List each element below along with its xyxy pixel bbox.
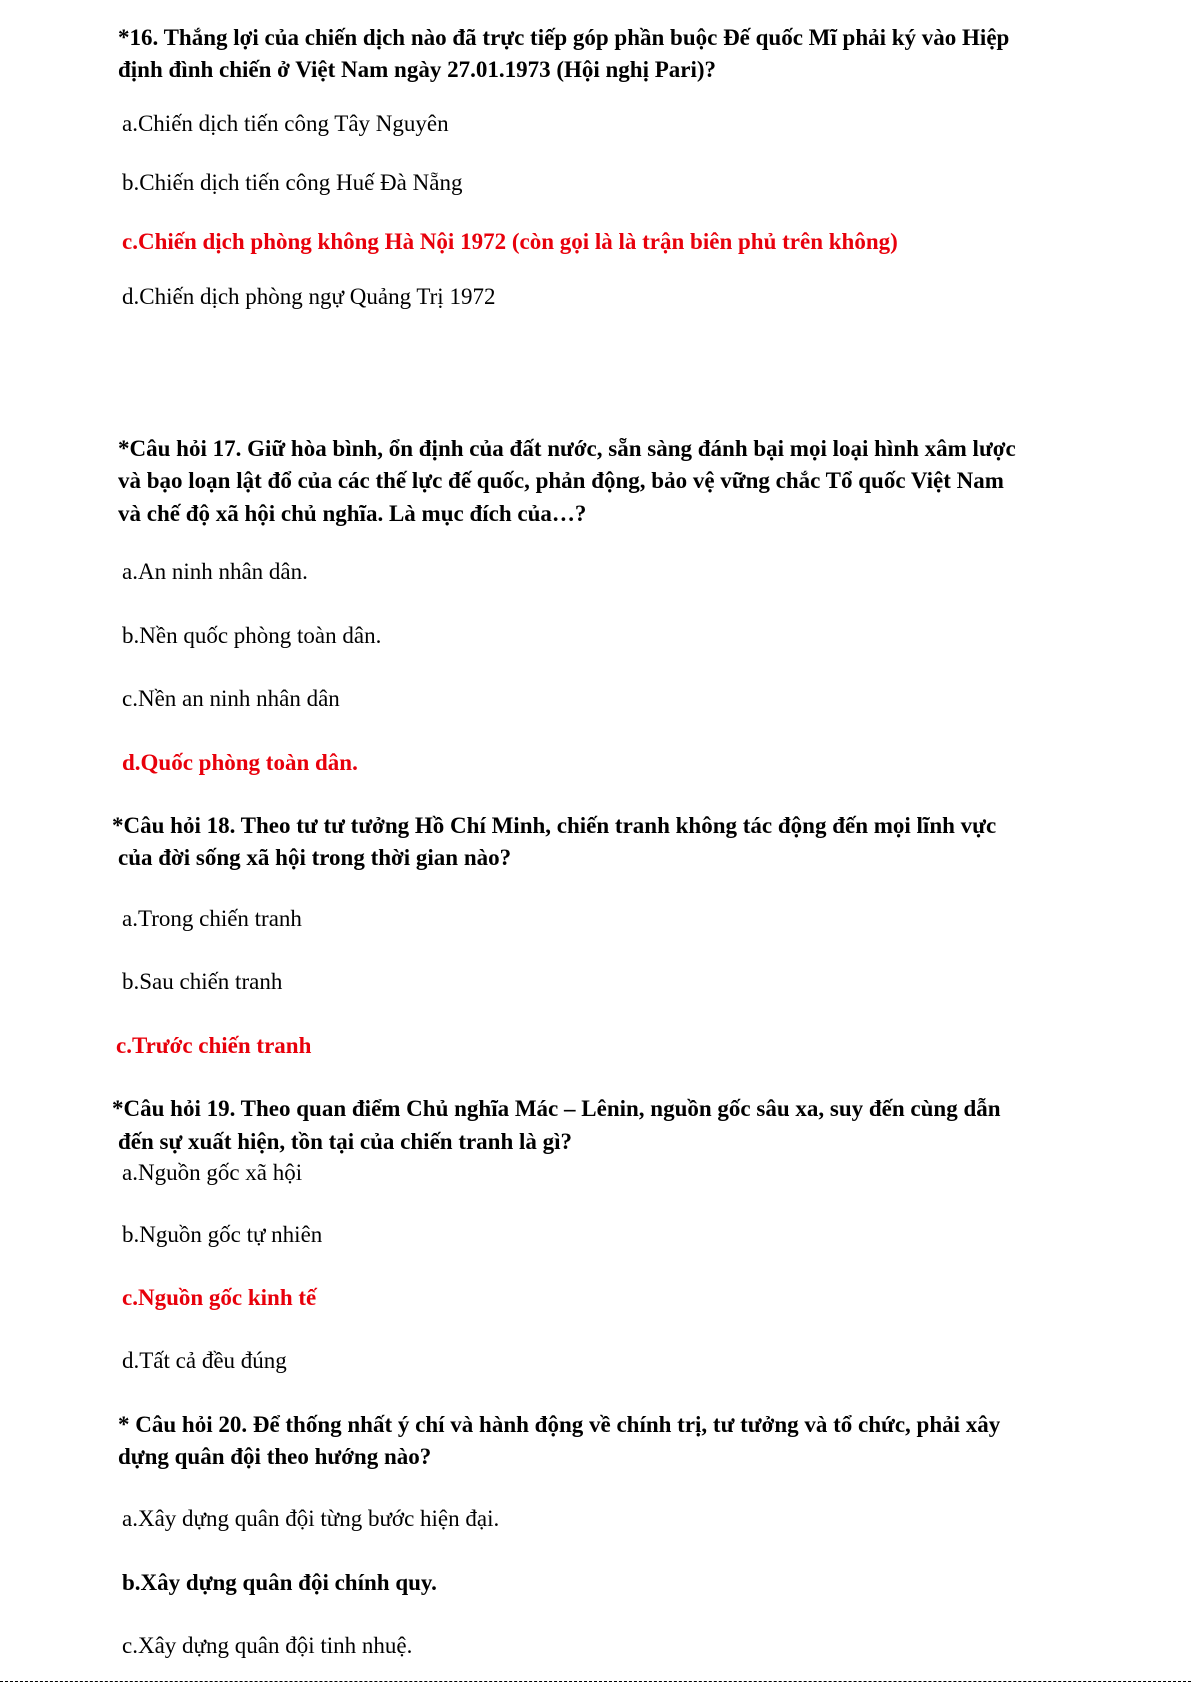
- question-17-line-2: và bạo loạn lật đổ của các thế lực đế quốc, phản động, bảo vệ vững chắc Tổ quốc Việt Nam: [118, 468, 1004, 493]
- question-19-line-2: đến sự xuất hiện, tồn tại của chiến tranh là gì?: [118, 1129, 573, 1154]
- question-18-line-2: của đời sống xã hội trong thời gian nào?: [118, 845, 512, 870]
- q16-option-d: d.Chiến dịch phòng ngự Quảng Trị 1972: [122, 284, 496, 309]
- q16-option-c-correct: c.Chiến dịch phòng không Hà Nội 1972 (còn gọi là là trận biên phủ trên không): [122, 229, 898, 254]
- question-17-line-3: và chế độ xã hội chủ nghĩa. Là mục đích của…?: [118, 501, 587, 526]
- q18-option-b: b.Sau chiến tranh: [122, 969, 283, 994]
- q17-option-c: c.Nền an ninh nhân dân: [122, 686, 340, 711]
- page-bottom-divider: [0, 1681, 1191, 1682]
- q19-option-c-correct: c.Nguồn gốc kinh tế: [122, 1285, 317, 1310]
- question-20-line-1: * Câu hỏi 20. Để thống nhất ý chí và hành động về chính trị, tư tưởng và tổ chức, phải xây: [118, 1412, 1001, 1437]
- q17-option-b: b.Nền quốc phòng toàn dân.: [122, 623, 382, 648]
- q20-option-a: a.Xây dựng quân đội từng bước hiện đại.: [122, 1506, 500, 1531]
- q17-option-a: a.An ninh nhân dân.: [122, 559, 308, 584]
- question-19-line-1: *Câu hỏi 19. Theo quan điểm Chủ nghĩa Mác – Lênin, nguồn gốc sâu xa, suy đến cùng dẫn: [112, 1096, 1001, 1121]
- question-20-line-2: dựng quân đội theo hướng nào?: [118, 1444, 432, 1469]
- question-16-line-2: định đình chiến ở Việt Nam ngày 27.01.1973 (Hội nghị Pari)?: [118, 57, 717, 82]
- q18-option-c-correct: c.Trước chiến tranh: [116, 1033, 312, 1058]
- question-17-line-1: *Câu hỏi 17. Giữ hòa bình, ổn định của đất nước, sẵn sàng đánh bại mọi loại hình xâm lược: [118, 436, 1016, 461]
- q19-option-b: b.Nguồn gốc tự nhiên: [122, 1222, 323, 1247]
- question-16-line-1: *16. Thắng lợi của chiến dịch nào đã trực tiếp góp phần buộc Đế quốc Mĩ phải ký vào Hiệp: [118, 25, 1010, 50]
- q19-option-a: a.Nguồn gốc xã hội: [122, 1160, 303, 1185]
- q17-option-d-correct: d.Quốc phòng toàn dân.: [122, 750, 358, 775]
- q20-option-c: c.Xây dựng quân đội tinh nhuệ.: [122, 1633, 413, 1658]
- question-18-line-1: *Câu hỏi 18. Theo tư tư tưởng Hồ Chí Minh, chiến tranh không tác động đến mọi lĩnh vực: [112, 813, 997, 838]
- q19-option-d: d.Tất cả đều đúng: [122, 1348, 287, 1373]
- q16-option-a: a.Chiến dịch tiến công Tây Nguyên: [122, 111, 449, 136]
- q16-option-b: b.Chiến dịch tiến công Huế Đà Nẵng: [122, 170, 463, 195]
- q20-option-b-correct: b.Xây dựng quân đội chính quy.: [122, 1570, 437, 1595]
- q18-option-a: a.Trong chiến tranh: [122, 906, 302, 931]
